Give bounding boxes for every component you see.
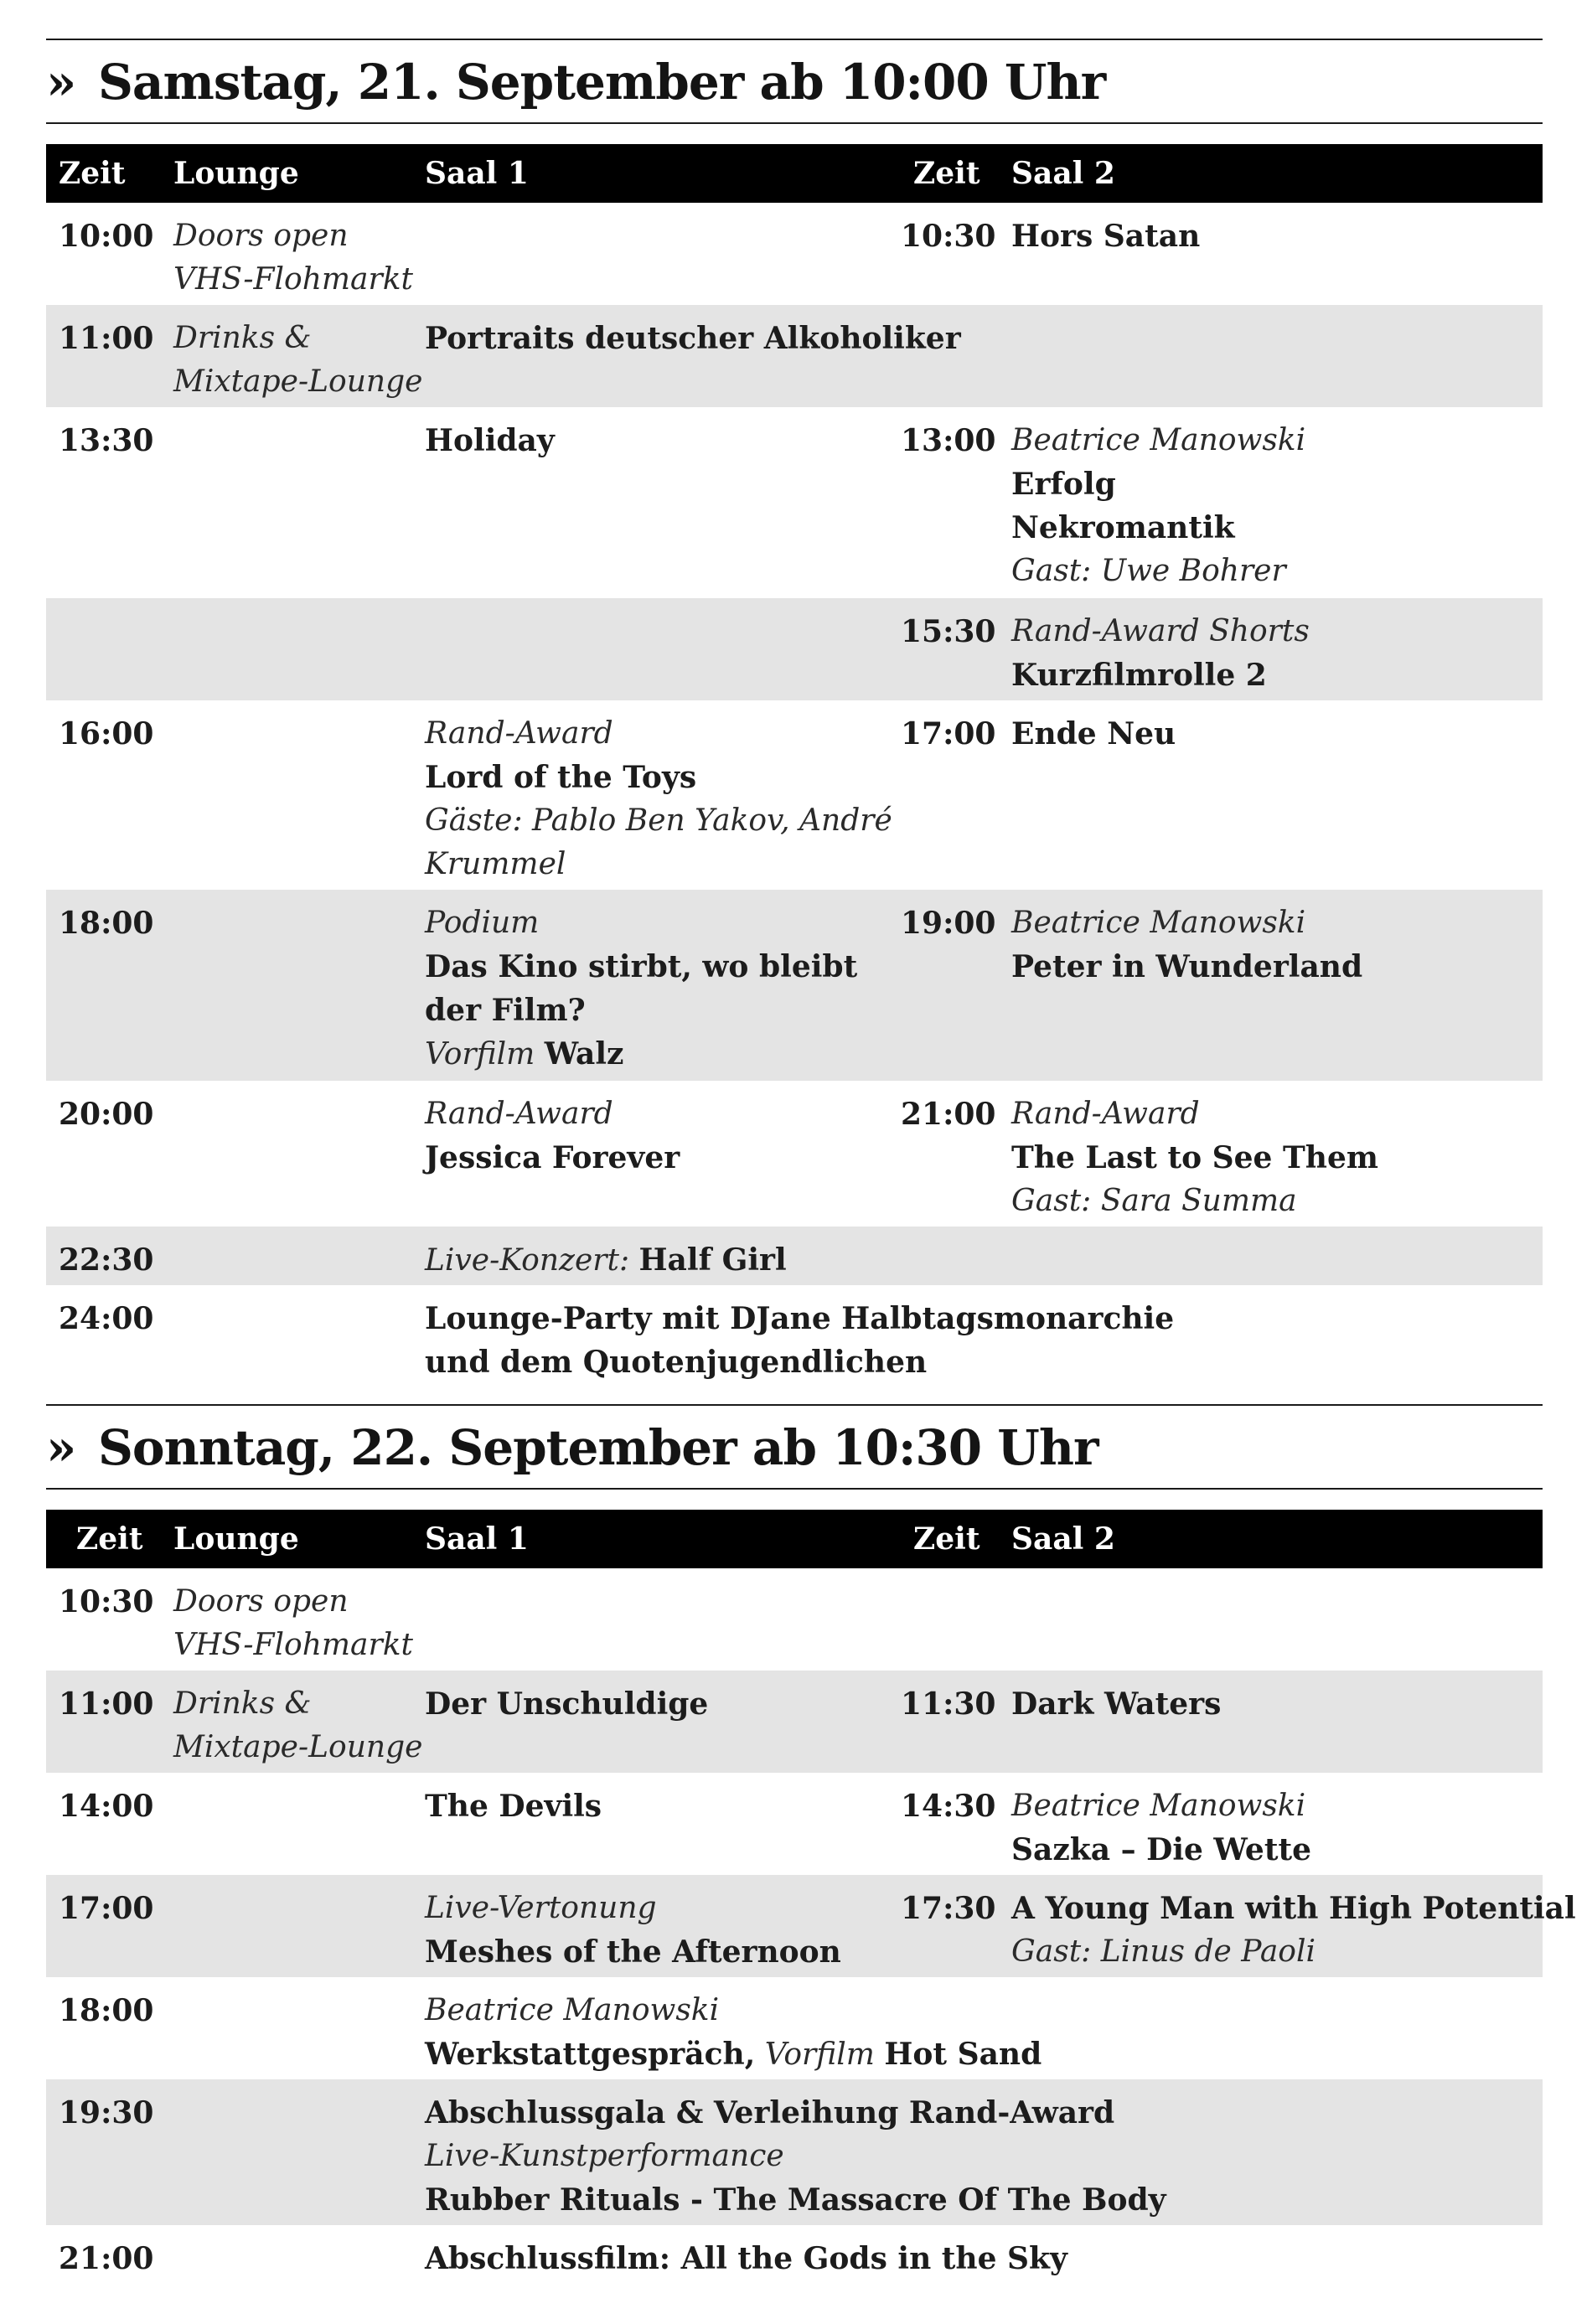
table-row bbox=[46, 1568, 1543, 1671]
saal1-cell: Live-Konzert: Half Girl bbox=[425, 1242, 787, 1278]
saal2-cell: Ende Neu bbox=[1011, 716, 1176, 751]
time2-cell: 21:00 bbox=[901, 1097, 996, 1132]
table-row bbox=[46, 598, 1543, 700]
time2-cell: 11:30 bbox=[901, 1686, 996, 1722]
day1-table-header bbox=[46, 144, 1543, 203]
table-row bbox=[46, 1875, 1576, 1977]
table-row bbox=[46, 1671, 1543, 1773]
day2-schedule-table bbox=[46, 1510, 1576, 2292]
saal1-cell: Der Unschuldige bbox=[425, 1686, 709, 1722]
header-saal1: Saal 1 bbox=[425, 156, 529, 191]
saal1-cell: Portraits deutscher Alkoholiker bbox=[425, 321, 961, 356]
header-lounge: Lounge bbox=[173, 1521, 299, 1557]
saal2-cell: Beatrice Manowski Erfolg Nekromantik Gast: Uwe Bohrer bbox=[1011, 423, 1306, 588]
saal1-cell: Podium Das Kino stirbt, wo bleibt der Film? Vorfilm Walz bbox=[425, 906, 858, 1072]
lounge-cell: Doors open VHS-Flohmarkt bbox=[173, 1584, 413, 1662]
table-row bbox=[46, 1773, 1543, 1875]
table-row bbox=[46, 2225, 1543, 2292]
day2-title-rule bbox=[46, 1488, 1543, 1490]
lounge-cell: Drinks & Mixtape-Lounge bbox=[173, 321, 423, 399]
saal1-cell: Live-Vertonung Meshes of the Afternoon bbox=[425, 1891, 841, 1970]
saal1-cell: Abschlussgala & Verleihung Rand-Award Live-Kunstperformance Rubber Rituals - The Massacre Of The Body bbox=[425, 2095, 1166, 2218]
table-row bbox=[46, 2079, 1543, 2225]
day2-table-header bbox=[46, 1510, 1543, 1568]
time2-cell: 14:30 bbox=[901, 1789, 996, 1824]
time-cell: 22:30 bbox=[59, 1242, 154, 1278]
time2-cell: 15:30 bbox=[901, 614, 996, 649]
header-zeit: Zeit bbox=[76, 1521, 143, 1557]
time-cell: 20:00 bbox=[59, 1097, 154, 1132]
lounge-cell: Drinks & Mixtape-Lounge bbox=[173, 1686, 423, 1764]
time2-cell: 19:00 bbox=[901, 906, 996, 941]
saal1-cell: Abschlussfilm: All the Gods in the Sky bbox=[425, 2241, 1067, 2276]
saal1-cell: The Devils bbox=[425, 1789, 602, 1824]
header-zeit2: Zeit bbox=[913, 156, 980, 191]
saal2-cell: Rand-Award Shorts Kurzfilmrolle 2 bbox=[1011, 614, 1310, 693]
header-lounge: Lounge bbox=[173, 156, 299, 191]
saal1-cell: Beatrice Manowski Werkstattgespräch, Vorfilm Hot Sand bbox=[425, 1993, 1042, 2072]
saal1-cell: Holiday bbox=[425, 423, 555, 458]
day2-title: » Sonntag, 22. September ab 10:30 Uhr bbox=[46, 1419, 1098, 1476]
header-zeit: Zeit bbox=[59, 156, 126, 191]
header-saal1: Saal 1 bbox=[425, 1521, 529, 1557]
table-row bbox=[46, 407, 1543, 598]
day2-top-rule bbox=[46, 1404, 1543, 1406]
time-cell: 10:00 bbox=[59, 219, 154, 254]
time-cell: 19:30 bbox=[59, 2095, 154, 2130]
saal2-cell: Beatrice Manowski Peter in Wunderland bbox=[1011, 906, 1363, 984]
table-row bbox=[46, 1227, 1543, 1285]
time-cell: 18:00 bbox=[59, 906, 154, 941]
table-row bbox=[46, 890, 1543, 1081]
arrow-marker-icon: » bbox=[46, 54, 76, 111]
time-cell: 24:00 bbox=[59, 1301, 154, 1336]
time-cell: 21:00 bbox=[59, 2241, 154, 2276]
table-row bbox=[46, 305, 1543, 407]
table-row bbox=[46, 1977, 1543, 2079]
header-saal2: Saal 2 bbox=[1011, 156, 1115, 191]
table-row bbox=[46, 700, 1543, 890]
arrow-marker-icon: » bbox=[46, 1419, 76, 1476]
saal2-cell: Beatrice Manowski Sazka – Die Wette bbox=[1011, 1789, 1311, 1867]
time-cell: 18:00 bbox=[59, 1993, 154, 2028]
time-cell: 10:30 bbox=[59, 1584, 154, 1619]
saal1-cell: Lounge-Party mit DJane Halbtagsmonarchie und dem Quotenjugendlichen bbox=[425, 1301, 1175, 1380]
time-cell: 16:00 bbox=[59, 716, 154, 751]
time-cell: 11:00 bbox=[59, 321, 154, 356]
saal2-cell: Dark Waters bbox=[1011, 1686, 1222, 1722]
time2-cell: 17:00 bbox=[901, 716, 996, 751]
top-rule bbox=[46, 39, 1543, 40]
time-cell: 14:00 bbox=[59, 1789, 154, 1824]
time2-cell: 13:00 bbox=[901, 423, 996, 458]
day1-schedule-table bbox=[46, 144, 1543, 1389]
saal1-cell: Rand-Award Lord of the Toys Gäste: Pablo Ben Yakov, André Krummel bbox=[425, 716, 892, 881]
saal1-cell: Rand-Award Jessica Forever bbox=[425, 1097, 680, 1175]
time2-cell: 10:30 bbox=[901, 219, 996, 254]
header-zeit2: Zeit bbox=[913, 1521, 980, 1557]
saal2-cell: A Young Man with High Potential Gast: Linus de Paoli bbox=[1011, 1891, 1576, 1969]
table-row bbox=[46, 1081, 1543, 1227]
saal2-cell: Hors Satan bbox=[1011, 219, 1201, 254]
table-row bbox=[46, 203, 1543, 305]
lounge-cell: Doors open VHS-Flohmarkt bbox=[173, 219, 413, 297]
time-cell: 17:00 bbox=[59, 1891, 154, 1926]
header-saal2: Saal 2 bbox=[1011, 1521, 1115, 1557]
table-row bbox=[46, 1285, 1543, 1389]
day1-title: » Samstag, 21. September ab 10:00 Uhr bbox=[46, 54, 1106, 111]
saal2-cell: Rand-Award The Last to See Them Gast: Sara Summa bbox=[1011, 1097, 1378, 1218]
time-cell: 13:30 bbox=[59, 423, 154, 458]
time-cell: 11:00 bbox=[59, 1686, 154, 1722]
day1-title-rule bbox=[46, 122, 1543, 124]
time2-cell: 17:30 bbox=[901, 1891, 996, 1926]
